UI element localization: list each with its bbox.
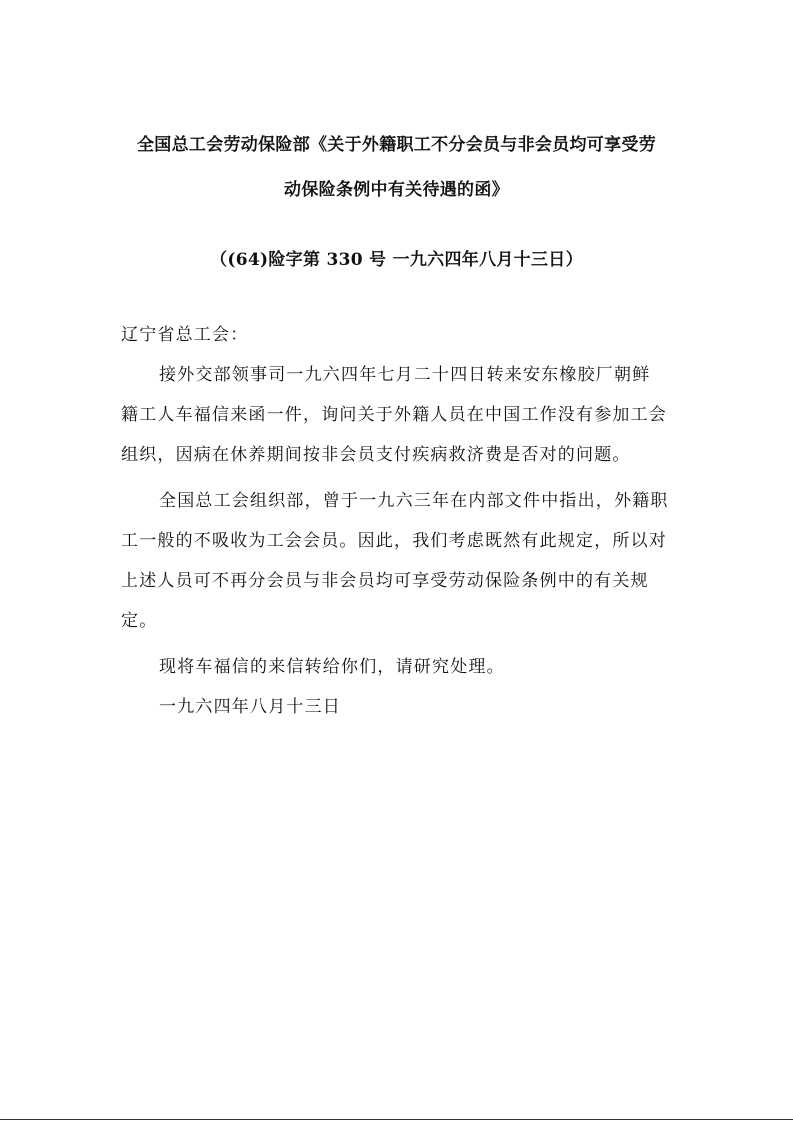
page-bottom-rule xyxy=(0,1119,793,1120)
paragraph-2-line-4: 定。 xyxy=(121,611,158,631)
paragraph-2-line-1: 全国总工会组织部，曾于一九六三年在内部文件中指出，外籍职 xyxy=(159,491,669,511)
paragraph-2-line-3: 上述人员可不再分会员与非会员均可享受劳动保险条例中的有关规 xyxy=(121,571,649,591)
document-subtitle: （(64)险字第 330 号 一九六四年八月十三日） xyxy=(210,250,583,270)
document-date: 一九六四年八月十三日 xyxy=(159,697,341,717)
paragraph-1-line-2: 籍工人车福信来函一件，询问关于外籍人员在中国工作没有参加工会 xyxy=(121,405,667,425)
salutation: 辽宁省总工会： xyxy=(121,325,249,345)
paragraph-1-line-1: 接外交部领事司一九六四年七月二十四日转来安东橡胶厂朝鲜 xyxy=(159,365,651,385)
document-title-line-2: 动保险条例中有关待遇的函》 xyxy=(284,180,509,200)
paragraph-1-line-3: 组织，因病在休养期间按非会员支付疾病救济费是否对的问题。 xyxy=(121,445,631,465)
paragraph-3: 现将车福信的来信转给你们，请研究处理。 xyxy=(159,657,505,677)
paragraph-2-line-2: 工一般的不吸收为工会会员。因此，我们考虑既然有此规定，所以对 xyxy=(121,531,667,551)
document-title-line-1: 全国总工会劳动保险部《关于外籍职工不分会员与非会员均可享受劳 xyxy=(137,135,656,155)
